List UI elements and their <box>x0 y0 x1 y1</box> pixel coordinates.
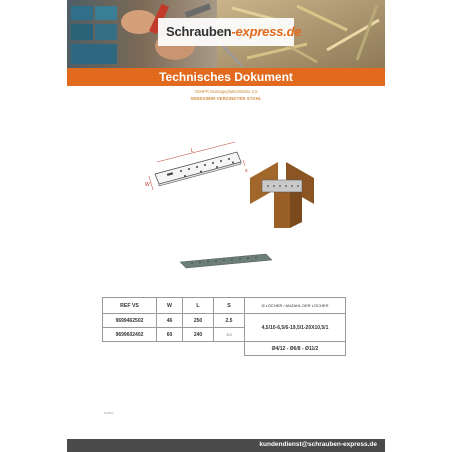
col-ref-header: REF VS <box>103 298 157 314</box>
product-name: VENPR Montageplattenstärke 2,5 <box>194 89 258 94</box>
table-row <box>103 342 346 356</box>
product-material: SENDZIMIR-VERZINKTER STAHL <box>190 96 262 101</box>
cell-holes-2: Ø4/12 - Ø6/8 - Ø11/2 <box>245 342 346 356</box>
cell-ref: 9699602402 <box>103 328 157 342</box>
cell-holes-1: 4,5/10-6,5/6-19,5/1-20X10,5/1 <box>245 314 346 342</box>
footer-bar <box>67 439 385 452</box>
table-header-row <box>103 298 346 314</box>
document-title: Technisches Dokument <box>159 70 293 84</box>
table-row <box>103 314 346 328</box>
brand-logo: Schrauben-express.de <box>166 24 302 39</box>
cell-w: 60 <box>157 328 183 342</box>
cell-s: 2.5 <box>214 314 245 328</box>
cell-w: 46 <box>157 314 183 328</box>
col-w-header: W <box>157 298 183 314</box>
beam-illustration <box>248 158 316 230</box>
col-s-header: S <box>214 298 245 314</box>
plate-drawing <box>145 140 250 202</box>
cell-ref: 9699462502 <box>103 314 157 328</box>
cell-l: 250 <box>183 314 214 328</box>
footnote: ROBYL <box>104 411 115 415</box>
thickness-label: s <box>245 168 248 174</box>
support-email-link[interactable]: kundendienst@schrauben-express.de <box>259 441 377 448</box>
cell-l: 240 <box>183 328 214 342</box>
width-label: W <box>145 182 150 188</box>
title-bar <box>67 68 385 86</box>
col-l-header: L <box>183 298 214 314</box>
length-label: L <box>191 148 194 154</box>
col-holes-header: Ø LÖCHER / ANZAHL DER LÖCHER <box>245 298 346 314</box>
spec-table <box>102 297 346 356</box>
plate-photo <box>178 252 274 270</box>
cell-s: 3.0 <box>214 328 245 342</box>
